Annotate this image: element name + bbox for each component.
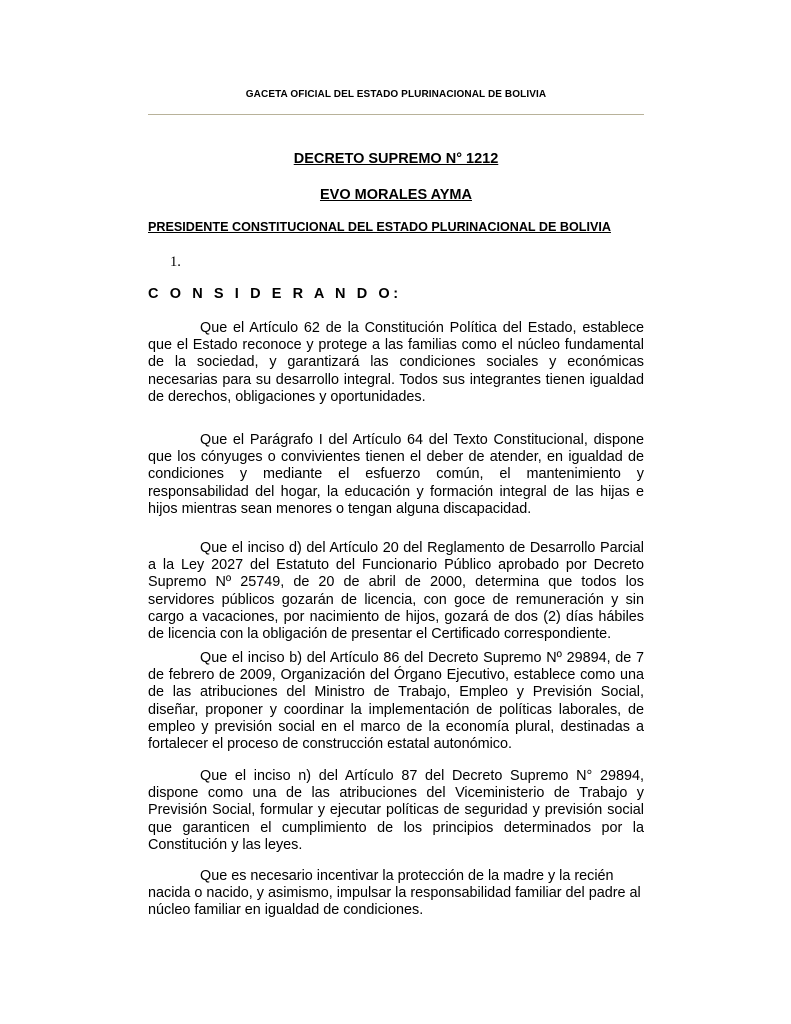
paragraph-article-64: Que el Parágrafo I del Artículo 64 del Texto Constitucional, dispone que los cónyuges o convivientes tienen el deber de atender, en igualdad de condiciones y mediante el esfuerzo común, el mantenimiento y responsabilidad del hogar, la educación y formación integral de las hijas e hijos mientras sean menores o tengan alguna discapacidad. xyxy=(148,432,644,517)
paragraph-motivation: Que es necesario incentivar la protección de la madre y la recién nacida o nacido, y asimismo, impulsar la responsabilidad familiar del padre al núcleo familiar en igualdad de condiciones. xyxy=(148,868,641,919)
list-number: 1. xyxy=(170,254,181,270)
section-heading: C O N S I D E R A N D O: xyxy=(148,286,402,302)
header-divider xyxy=(148,114,644,115)
paragraph-article-86: Que el inciso b) del Artículo 86 del Decreto Supremo Nº 29894, de 7 de febrero de 2009, Organización del Órgano Ejecutivo, establece como una de las atribuciones del Ministro de Trabajo, Empleo y Previsión Social, diseñar, proponer y coordinar la implementación de políticas laborales, de empleo y previsión social en el marco de la economía plural, destinadas a fortalecer el proceso de construcción estatal autonómico. xyxy=(148,650,644,753)
gazette-header: GACETA OFICIAL DEL ESTADO PLURINACIONAL DE BOLIVIA xyxy=(245,89,547,100)
paragraph-article-62: Que el Artículo 62 de la Constitución Política del Estado, establece que el Estado reconoce y protege a las familias como el núcleo fundamental de la sociedad, y garantizará las condiciones sociales y económicas necesarias para su desarrollo integral. Todos sus integrantes tienen igualdad de derechos, obligaciones y oportunidades. xyxy=(148,320,644,405)
president-name: EVO MORALES AYMA xyxy=(319,187,472,203)
paragraph-article-87: Que el inciso n) del Artículo 87 del Decreto Supremo N° 29894, dispone como una de las atribuciones del Viceministerio de Trabajo y Previsión Social, formular y ejecutar políticas de seguridad y previsión social que garanticen el cumplimiento de los principios determinados por la Constitución y las leyes. xyxy=(148,768,644,853)
decree-title: DECRETO SUPREMO N° 1212 xyxy=(293,151,499,167)
president-role: PRESIDENTE CONSTITUCIONAL DEL ESTADO PLURINACIONAL DE BOLIVIA xyxy=(148,220,611,234)
paragraph-article-20: Que el inciso d) del Artículo 20 del Reglamento de Desarrollo Parcial a la Ley 2027 del Estatuto del Funcionario Público aprobado por Decreto Supremo Nº 25749, de 20 de abril de 2000, determina que todos los servidores públicos gozarán de licencia, con goce de remuneración y sin cargo a vacaciones, por nacimiento de hijos, gozará de dos (2) días hábiles de licencia con la obligación de presentar el Certificado correspondiente. xyxy=(148,540,644,643)
